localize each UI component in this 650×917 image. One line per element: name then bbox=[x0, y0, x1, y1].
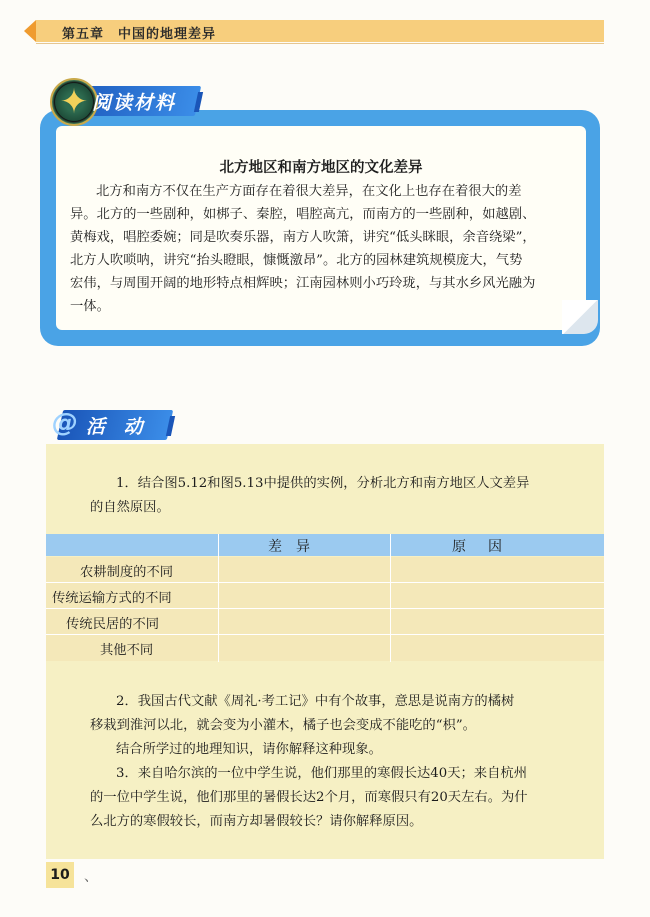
chapter-title: 第五章 中国的地理差异 bbox=[62, 27, 217, 42]
reading-line: 北方人吹唢呐，讲究“抬头瞪眼，慷慨激昂”。北方的园林建筑规模庞大，气势 bbox=[70, 253, 523, 268]
header-arrow-icon bbox=[24, 20, 36, 42]
table-header-difference: 差异 bbox=[268, 539, 324, 555]
activity-banner-title: 活 动 bbox=[86, 416, 149, 438]
question-1-line: 的自然原因。 bbox=[90, 500, 170, 515]
table-divider bbox=[46, 582, 604, 583]
question-2-line: 移栽到淮河以北，就会变为小灌木，橘子也会变成不能吃的“枳”。 bbox=[90, 718, 476, 733]
table-divider bbox=[46, 608, 604, 609]
table-row-label: 其他不同 bbox=[100, 643, 154, 658]
table-row-label: 传统运输方式的不同 bbox=[52, 591, 172, 606]
activity-swirl-icon: @ bbox=[52, 408, 78, 438]
chapter-header bbox=[36, 20, 604, 42]
table-row-label: 农耕制度的不同 bbox=[80, 565, 174, 580]
reading-line: 宏伟，与周围开阔的地形特点相辉映；江南园林则小巧玲珑，与其水乡风光融为 bbox=[70, 276, 536, 291]
question-2-line: 2．我国古代文献《周礼·考工记》中有个故事，意思是说南方的橘树 bbox=[116, 694, 515, 709]
reading-heading: 北方地区和南方地区的文化差异 bbox=[219, 160, 423, 176]
compass-star-icon: ✦ bbox=[59, 82, 89, 122]
reading-banner-title: 阅读材料 bbox=[92, 92, 177, 114]
reading-line: 北方和南方不仅在生产方面存在着很大差异，在文化上也存在着很大的差 bbox=[96, 184, 522, 199]
table-column-divider bbox=[390, 534, 391, 662]
table-row-label: 传统民居的不同 bbox=[66, 617, 160, 632]
table-header-reason: 原因 bbox=[452, 539, 524, 555]
table-column-divider bbox=[218, 534, 219, 662]
compass-icon bbox=[50, 78, 98, 126]
page-number: 10 bbox=[46, 862, 74, 888]
page-curl-icon bbox=[562, 300, 598, 334]
reading-line: 异。北方的一些剧种，如梆子、秦腔，唱腔高亢，而南方的一些剧种，如越剧、 bbox=[70, 207, 536, 222]
question-1-line: 1．结合图5.12和图5.13中提供的实例，分析北方和南方地区人文差异 bbox=[116, 476, 530, 491]
page-mark: 、 bbox=[84, 869, 98, 885]
question-2-line: 结合所学过的地理知识，请你解释这种现象。 bbox=[116, 742, 382, 757]
table-divider bbox=[46, 634, 604, 635]
header-divider bbox=[36, 43, 604, 44]
question-3-line: 么北方的寒假较长，而南方却暑假较长？请你解释原因。 bbox=[90, 814, 423, 829]
question-3-line: 的一位中学生说，他们那里的暑假长达2个月，而寒假只有20天左右。为什 bbox=[90, 790, 528, 805]
reading-line: 黄梅戏，唱腔委婉；同是吹奏乐器，南方人吹箫，讲究“低头眯眼，余音绕梁”， bbox=[70, 230, 536, 245]
question-3-line: 3．来自哈尔滨的一位中学生说，他们那里的寒假长达40天；来自杭州 bbox=[116, 766, 527, 781]
reading-line: 一体。 bbox=[70, 299, 110, 314]
